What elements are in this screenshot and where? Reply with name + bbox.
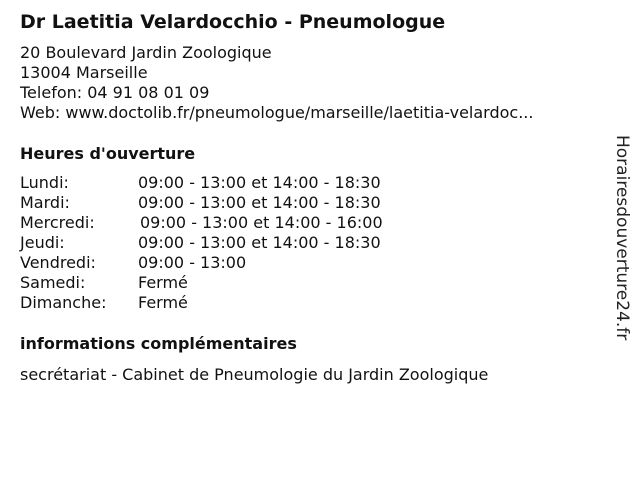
day-label: Mercredi: <box>20 213 95 232</box>
day-label: Mardi: <box>20 193 70 212</box>
day-label: Vendredi: <box>20 253 96 272</box>
hours-row-monday <box>20 173 383 193</box>
city-address: 13004 Marseille <box>20 63 148 82</box>
site-watermark: Horairesdouverture24.fr <box>612 135 632 341</box>
page-title: Dr Laetitia Velardocchio - Pneumologue <box>20 11 446 33</box>
address-block <box>20 43 533 123</box>
hours-table <box>20 173 383 313</box>
hours-value: Fermé <box>138 293 188 312</box>
info-heading: informations complémentaires <box>20 334 297 353</box>
hours-row-wednesday <box>20 213 383 233</box>
day-label: Lundi: <box>20 173 69 192</box>
street-address: 20 Boulevard Jardin Zoologique <box>20 43 272 62</box>
hours-heading: Heures d'ouverture <box>20 144 196 163</box>
hours-row-friday <box>20 253 383 273</box>
info-text: secrétariat - Cabinet de Pneumologie du Jardin Zoologique <box>20 365 489 384</box>
website-link[interactable]: Web: www.doctolib.fr/pneumologue/marseille/laetitia-velardoc... <box>20 103 534 122</box>
hours-row-thursday <box>20 233 383 253</box>
hours-row-tuesday <box>20 193 383 213</box>
day-label: Jeudi: <box>20 233 65 252</box>
hours-value: 09:00 - 13:00 et 14:00 - 18:30 <box>138 173 381 192</box>
day-label: Samedi: <box>20 273 86 292</box>
day-label: Dimanche: <box>20 293 107 312</box>
hours-value: 09:00 - 13:00 <box>138 253 247 272</box>
hours-row-sunday <box>20 293 383 313</box>
hours-value: 09:00 - 13:00 et 14:00 - 18:30 <box>138 233 381 252</box>
phone-number: Telefon: 04 91 08 01 09 <box>20 83 210 102</box>
hours-value: Fermé <box>138 273 188 292</box>
hours-row-saturday <box>20 273 383 293</box>
hours-value: 09:00 - 13:00 et 14:00 - 18:30 <box>138 193 381 212</box>
hours-value: 09:00 - 13:00 et 14:00 - 16:00 <box>140 213 383 232</box>
